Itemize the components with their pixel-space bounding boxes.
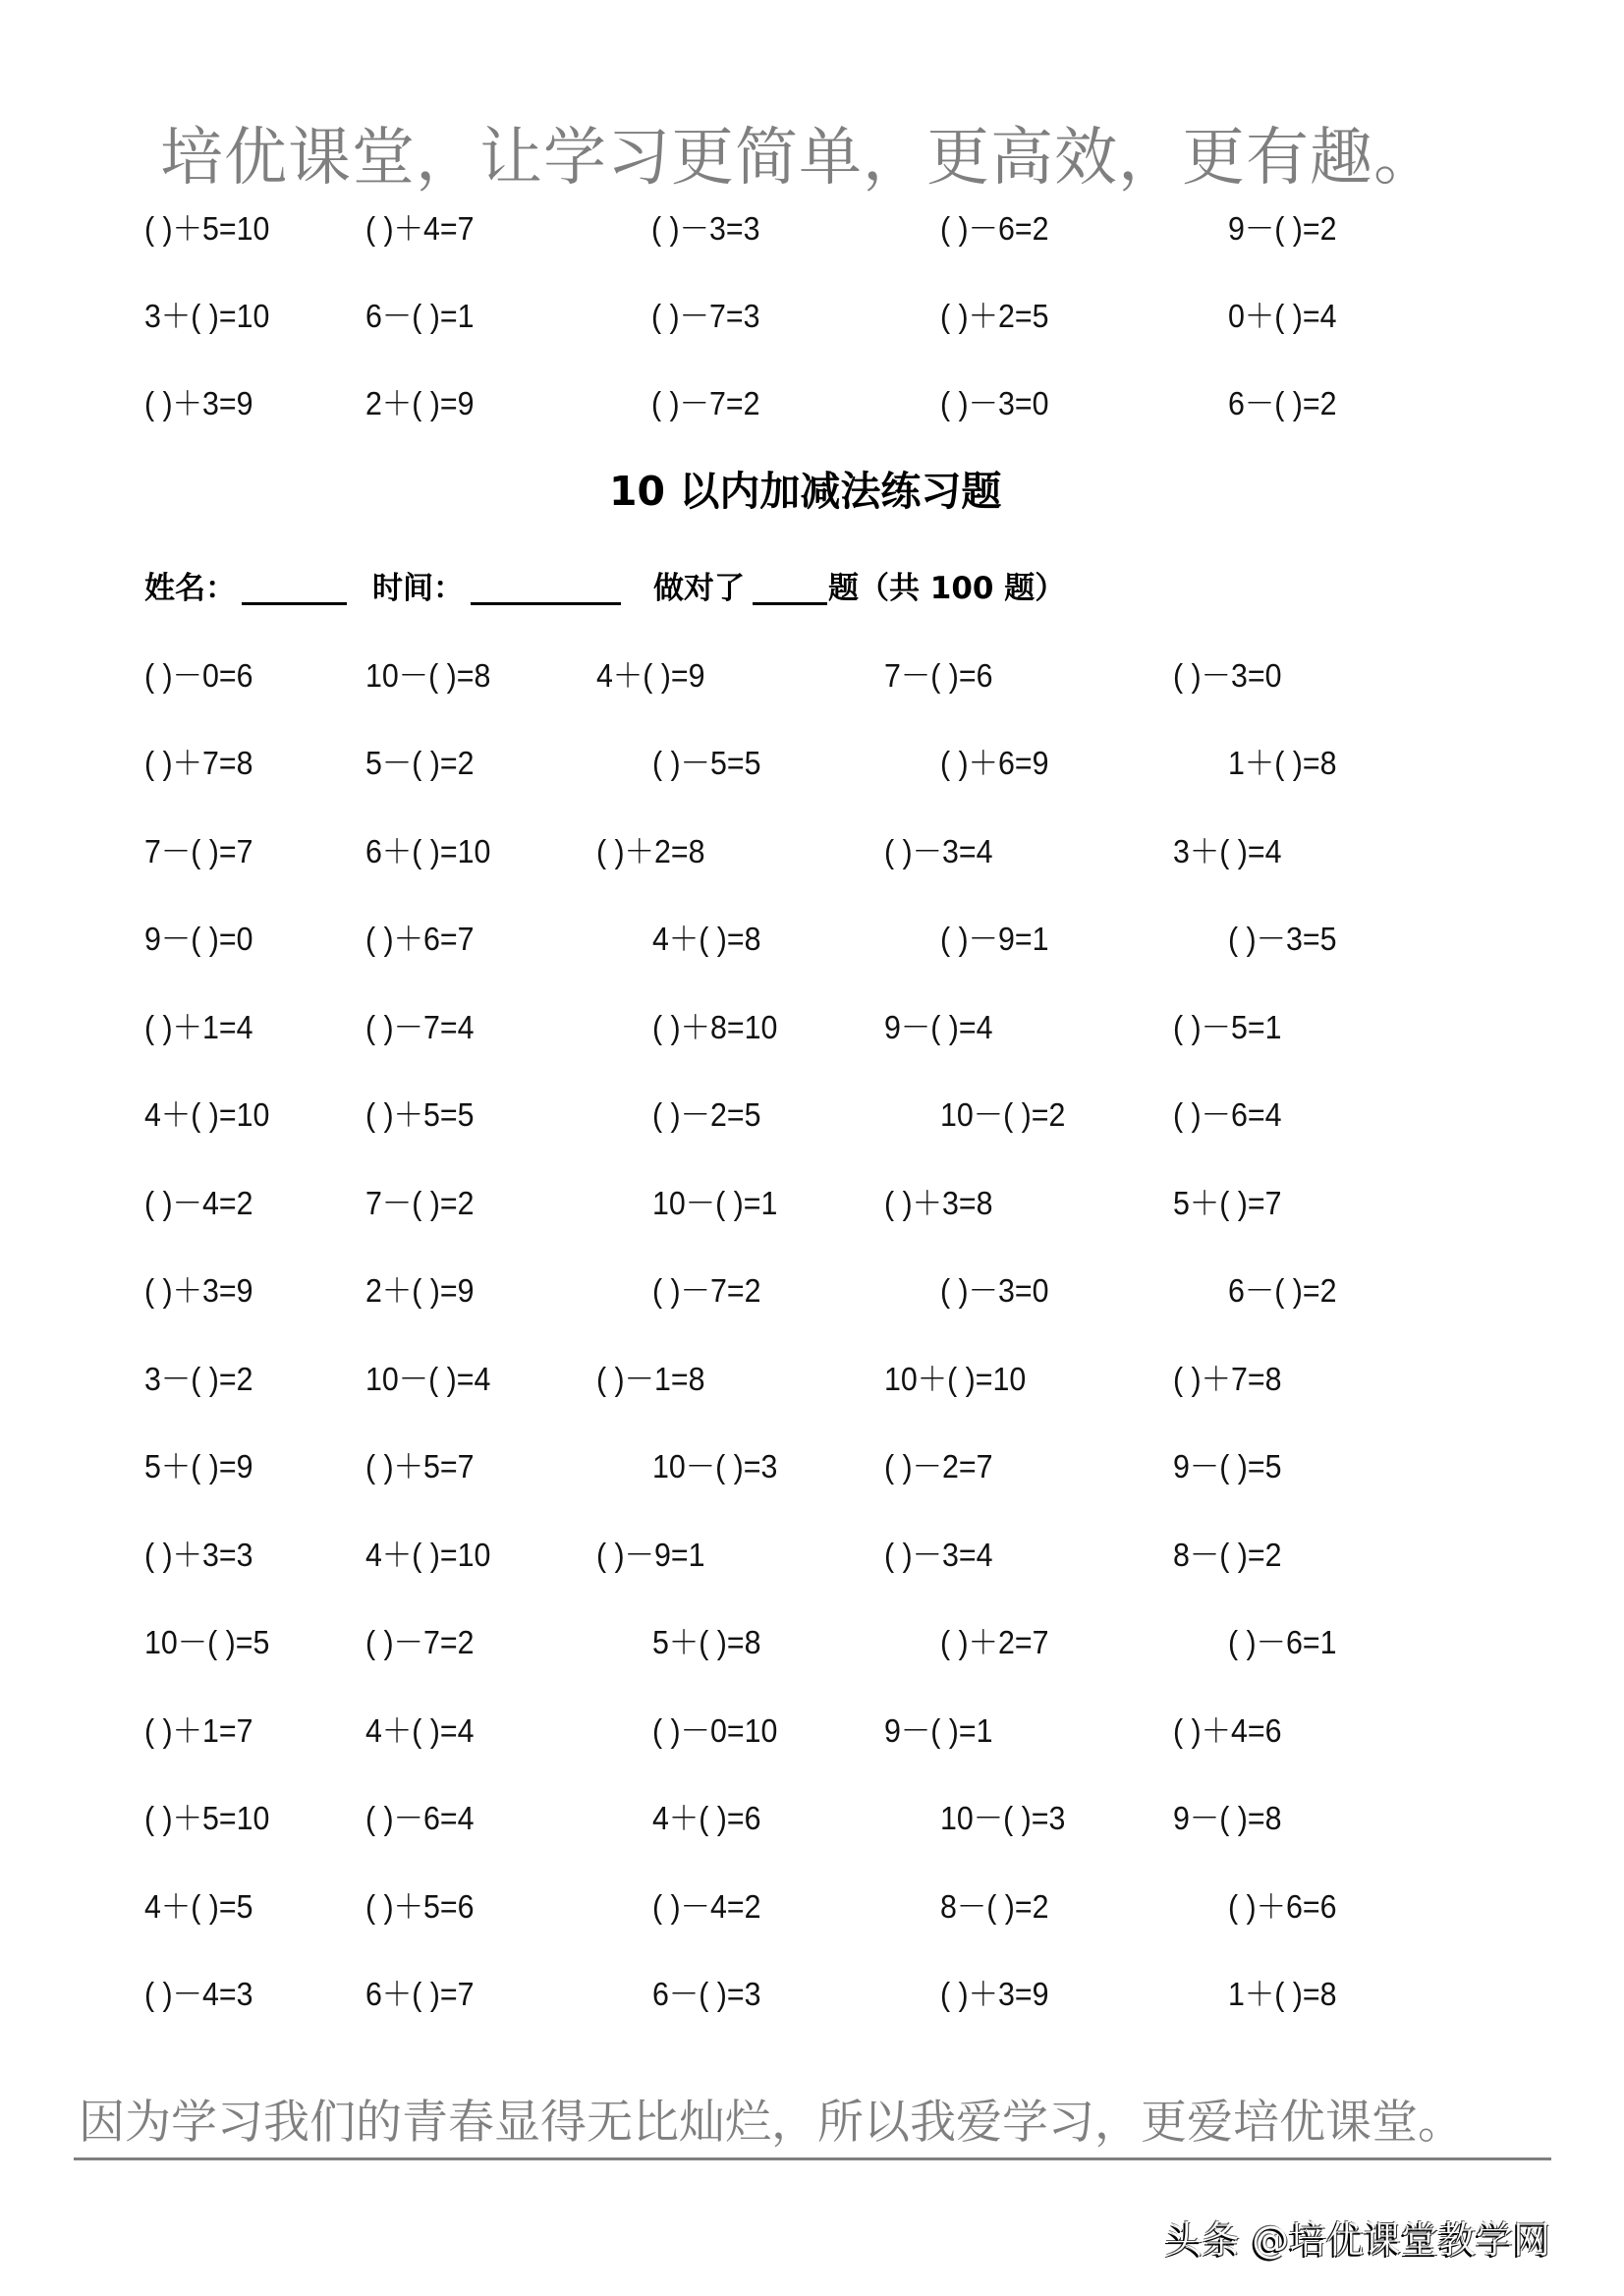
math-problem[interactable]: 3－( )=2 xyxy=(144,1361,253,1397)
math-problem[interactable]: ( )＋7=8 xyxy=(144,745,253,781)
math-problem[interactable]: 6－( )=2 xyxy=(1228,1272,1337,1309)
math-problem[interactable]: ( )＋6=7 xyxy=(365,921,475,957)
worksheet-title: 10 以内加减法练习题 xyxy=(609,468,1002,515)
math-problem[interactable]: ( )－3=3 xyxy=(651,210,760,247)
math-problem[interactable]: 6－( )=2 xyxy=(1228,385,1337,421)
math-problem[interactable]: ( )＋8=10 xyxy=(652,1009,778,1045)
math-problem[interactable]: ( )＋6=9 xyxy=(940,745,1049,781)
math-problem[interactable]: 10－( )=8 xyxy=(365,657,491,694)
math-problem[interactable]: ( )＋5=5 xyxy=(365,1096,475,1133)
math-problem[interactable]: 10－( )=4 xyxy=(365,1361,491,1397)
math-problem[interactable]: ( )＋3=9 xyxy=(144,385,253,421)
math-problem[interactable]: 9－( )=4 xyxy=(884,1009,993,1045)
math-problem[interactable]: ( )＋3=9 xyxy=(144,1272,253,1309)
math-problem[interactable]: ( )＋7=8 xyxy=(1173,1361,1282,1397)
math-problem[interactable]: 10－( )=2 xyxy=(940,1096,1066,1133)
math-problem[interactable]: 4＋( )=10 xyxy=(144,1096,270,1133)
math-problem[interactable]: ( )－9=1 xyxy=(940,921,1049,957)
math-problem[interactable]: 9－( )=0 xyxy=(144,921,253,957)
name-label: 姓名： xyxy=(144,571,236,606)
name-blank[interactable] xyxy=(242,602,347,605)
correct-label: 做对了 xyxy=(653,571,745,606)
math-problem[interactable]: 4＋( )=9 xyxy=(596,657,705,694)
math-problem[interactable]: ( )＋5=6 xyxy=(365,1888,475,1925)
math-problem[interactable]: 6－( )=3 xyxy=(652,1976,761,2012)
math-problem[interactable]: 7－( )=2 xyxy=(365,1185,475,1221)
math-problem[interactable]: ( )＋4=6 xyxy=(1173,1712,1282,1749)
math-problem[interactable]: ( )－2=5 xyxy=(652,1096,761,1133)
math-problem[interactable]: ( )＋3=3 xyxy=(144,1537,253,1573)
math-problem[interactable]: 4＋( )=8 xyxy=(652,921,761,957)
math-problem[interactable]: ( )－6=1 xyxy=(1228,1624,1337,1660)
math-problem[interactable]: ( )－0=10 xyxy=(652,1712,778,1749)
header-banner: 培优课堂，让学习更简单，更高效，更有趣。 xyxy=(160,122,1437,195)
math-problem[interactable]: ( )－1=8 xyxy=(596,1361,705,1397)
math-problem[interactable]: 9－( )=2 xyxy=(1228,210,1337,247)
math-problem[interactable]: 1＋( )=8 xyxy=(1228,745,1337,781)
math-problem[interactable]: ( )＋2=5 xyxy=(940,298,1049,334)
math-problem[interactable]: ( )－4=3 xyxy=(144,1976,253,2012)
watermark: 头条 @培优课堂教学网 xyxy=(1165,2218,1551,2262)
math-problem[interactable]: 0＋( )=4 xyxy=(1228,298,1337,334)
math-problem[interactable]: ( )－0=6 xyxy=(144,657,253,694)
math-problem[interactable]: 5＋( )=7 xyxy=(1173,1185,1282,1221)
math-problem[interactable]: 9－( )=5 xyxy=(1173,1448,1282,1484)
math-problem[interactable]: ( )＋5=7 xyxy=(365,1448,475,1484)
math-problem[interactable]: ( )－3=4 xyxy=(884,1537,993,1573)
math-problem[interactable]: ( )－3=0 xyxy=(1173,657,1282,694)
math-problem[interactable]: 8－( )=2 xyxy=(940,1888,1049,1925)
math-problem[interactable]: 9－( )=8 xyxy=(1173,1800,1282,1836)
math-problem[interactable]: ( )＋1=4 xyxy=(144,1009,253,1045)
math-problem[interactable]: ( )－9=1 xyxy=(596,1537,705,1573)
footer-divider xyxy=(74,2157,1551,2160)
math-problem[interactable]: ( )－3=4 xyxy=(884,833,993,869)
math-problem[interactable]: ( )－5=5 xyxy=(652,745,761,781)
math-problem[interactable]: 10＋( )=10 xyxy=(884,1361,1027,1397)
math-problem[interactable]: ( )－5=1 xyxy=(1173,1009,1282,1045)
math-problem[interactable]: 4＋( )=6 xyxy=(652,1800,761,1836)
math-problem[interactable]: 5＋( )=9 xyxy=(144,1448,253,1484)
math-problem[interactable]: ( )＋5=10 xyxy=(144,1800,270,1836)
math-problem[interactable]: 2＋( )=9 xyxy=(365,1272,475,1309)
math-problem[interactable]: ( )＋2=8 xyxy=(596,833,705,869)
math-problem[interactable]: 9－( )=1 xyxy=(884,1712,993,1749)
math-problem[interactable]: ( )＋3=8 xyxy=(884,1185,993,1221)
math-problem[interactable]: ( )－3=0 xyxy=(940,1272,1049,1309)
math-problem[interactable]: ( )－4=2 xyxy=(652,1888,761,1925)
correct-count-blank[interactable] xyxy=(753,602,827,605)
math-problem[interactable]: 6－( )=1 xyxy=(365,298,475,334)
math-problem[interactable]: 5＋( )=8 xyxy=(652,1624,761,1660)
math-problem[interactable]: ( )－6=4 xyxy=(1173,1096,1282,1133)
math-problem[interactable]: ( )＋2=7 xyxy=(940,1624,1049,1660)
math-problem[interactable]: ( )－7=3 xyxy=(651,298,760,334)
math-problem[interactable]: ( )－2=7 xyxy=(884,1448,993,1484)
math-problem[interactable]: 6＋( )=7 xyxy=(365,1976,475,2012)
math-problem[interactable]: 3＋( )=10 xyxy=(144,298,270,334)
math-problem[interactable]: ( )－7=2 xyxy=(365,1624,475,1660)
math-problem[interactable]: 10－( )=3 xyxy=(652,1448,778,1484)
math-problem[interactable]: 10－( )=3 xyxy=(940,1800,1066,1836)
math-problem[interactable]: ( )－6=2 xyxy=(940,210,1049,247)
math-problem[interactable]: ( )－6=4 xyxy=(365,1800,475,1836)
math-problem[interactable]: ( )＋1=7 xyxy=(144,1712,253,1749)
math-problem[interactable]: ( )＋3=9 xyxy=(940,1976,1049,2012)
math-problem[interactable]: 2＋( )=9 xyxy=(365,385,475,421)
time-label: 时间： xyxy=(372,571,464,606)
math-problem[interactable]: ( )＋5=10 xyxy=(144,210,270,247)
math-problem[interactable]: 10－( )=1 xyxy=(652,1185,778,1221)
math-problem[interactable]: 4＋( )=4 xyxy=(365,1712,475,1749)
math-problem[interactable]: 3＋( )=4 xyxy=(1173,833,1282,869)
math-problem[interactable]: ( )＋6=6 xyxy=(1228,1888,1337,1925)
math-problem[interactable]: ( )－7=4 xyxy=(365,1009,475,1045)
math-problem[interactable]: 8－( )=2 xyxy=(1173,1537,1282,1573)
math-problem[interactable]: ( )－4=2 xyxy=(144,1185,253,1221)
footer-slogan: 因为学习我们的青春显得无比灿烂，所以我爱学习，更爱培优课堂。 xyxy=(79,2096,1464,2150)
math-problem[interactable]: ( )－7=2 xyxy=(652,1272,761,1309)
math-problem[interactable]: 5－( )=2 xyxy=(365,745,475,781)
math-problem[interactable]: 6＋( )=10 xyxy=(365,833,491,869)
math-problem[interactable]: ( )－3=5 xyxy=(1228,921,1337,957)
time-blank[interactable] xyxy=(471,602,621,605)
math-problem[interactable]: 1＋( )=8 xyxy=(1228,1976,1337,2012)
total-label: 题（共 100 题） xyxy=(828,571,1066,606)
math-problem[interactable]: 10－( )=5 xyxy=(144,1624,270,1660)
math-problem[interactable]: ( )－7=2 xyxy=(651,385,760,421)
math-problem[interactable]: ( )－3=0 xyxy=(940,385,1049,421)
math-problem[interactable]: 7－( )=6 xyxy=(884,657,993,694)
math-problem[interactable]: 7－( )=7 xyxy=(144,833,253,869)
math-problem[interactable]: ( )＋4=7 xyxy=(365,210,475,247)
math-problem[interactable]: 4＋( )=10 xyxy=(365,1537,491,1573)
math-problem[interactable]: 4＋( )=5 xyxy=(144,1888,253,1925)
